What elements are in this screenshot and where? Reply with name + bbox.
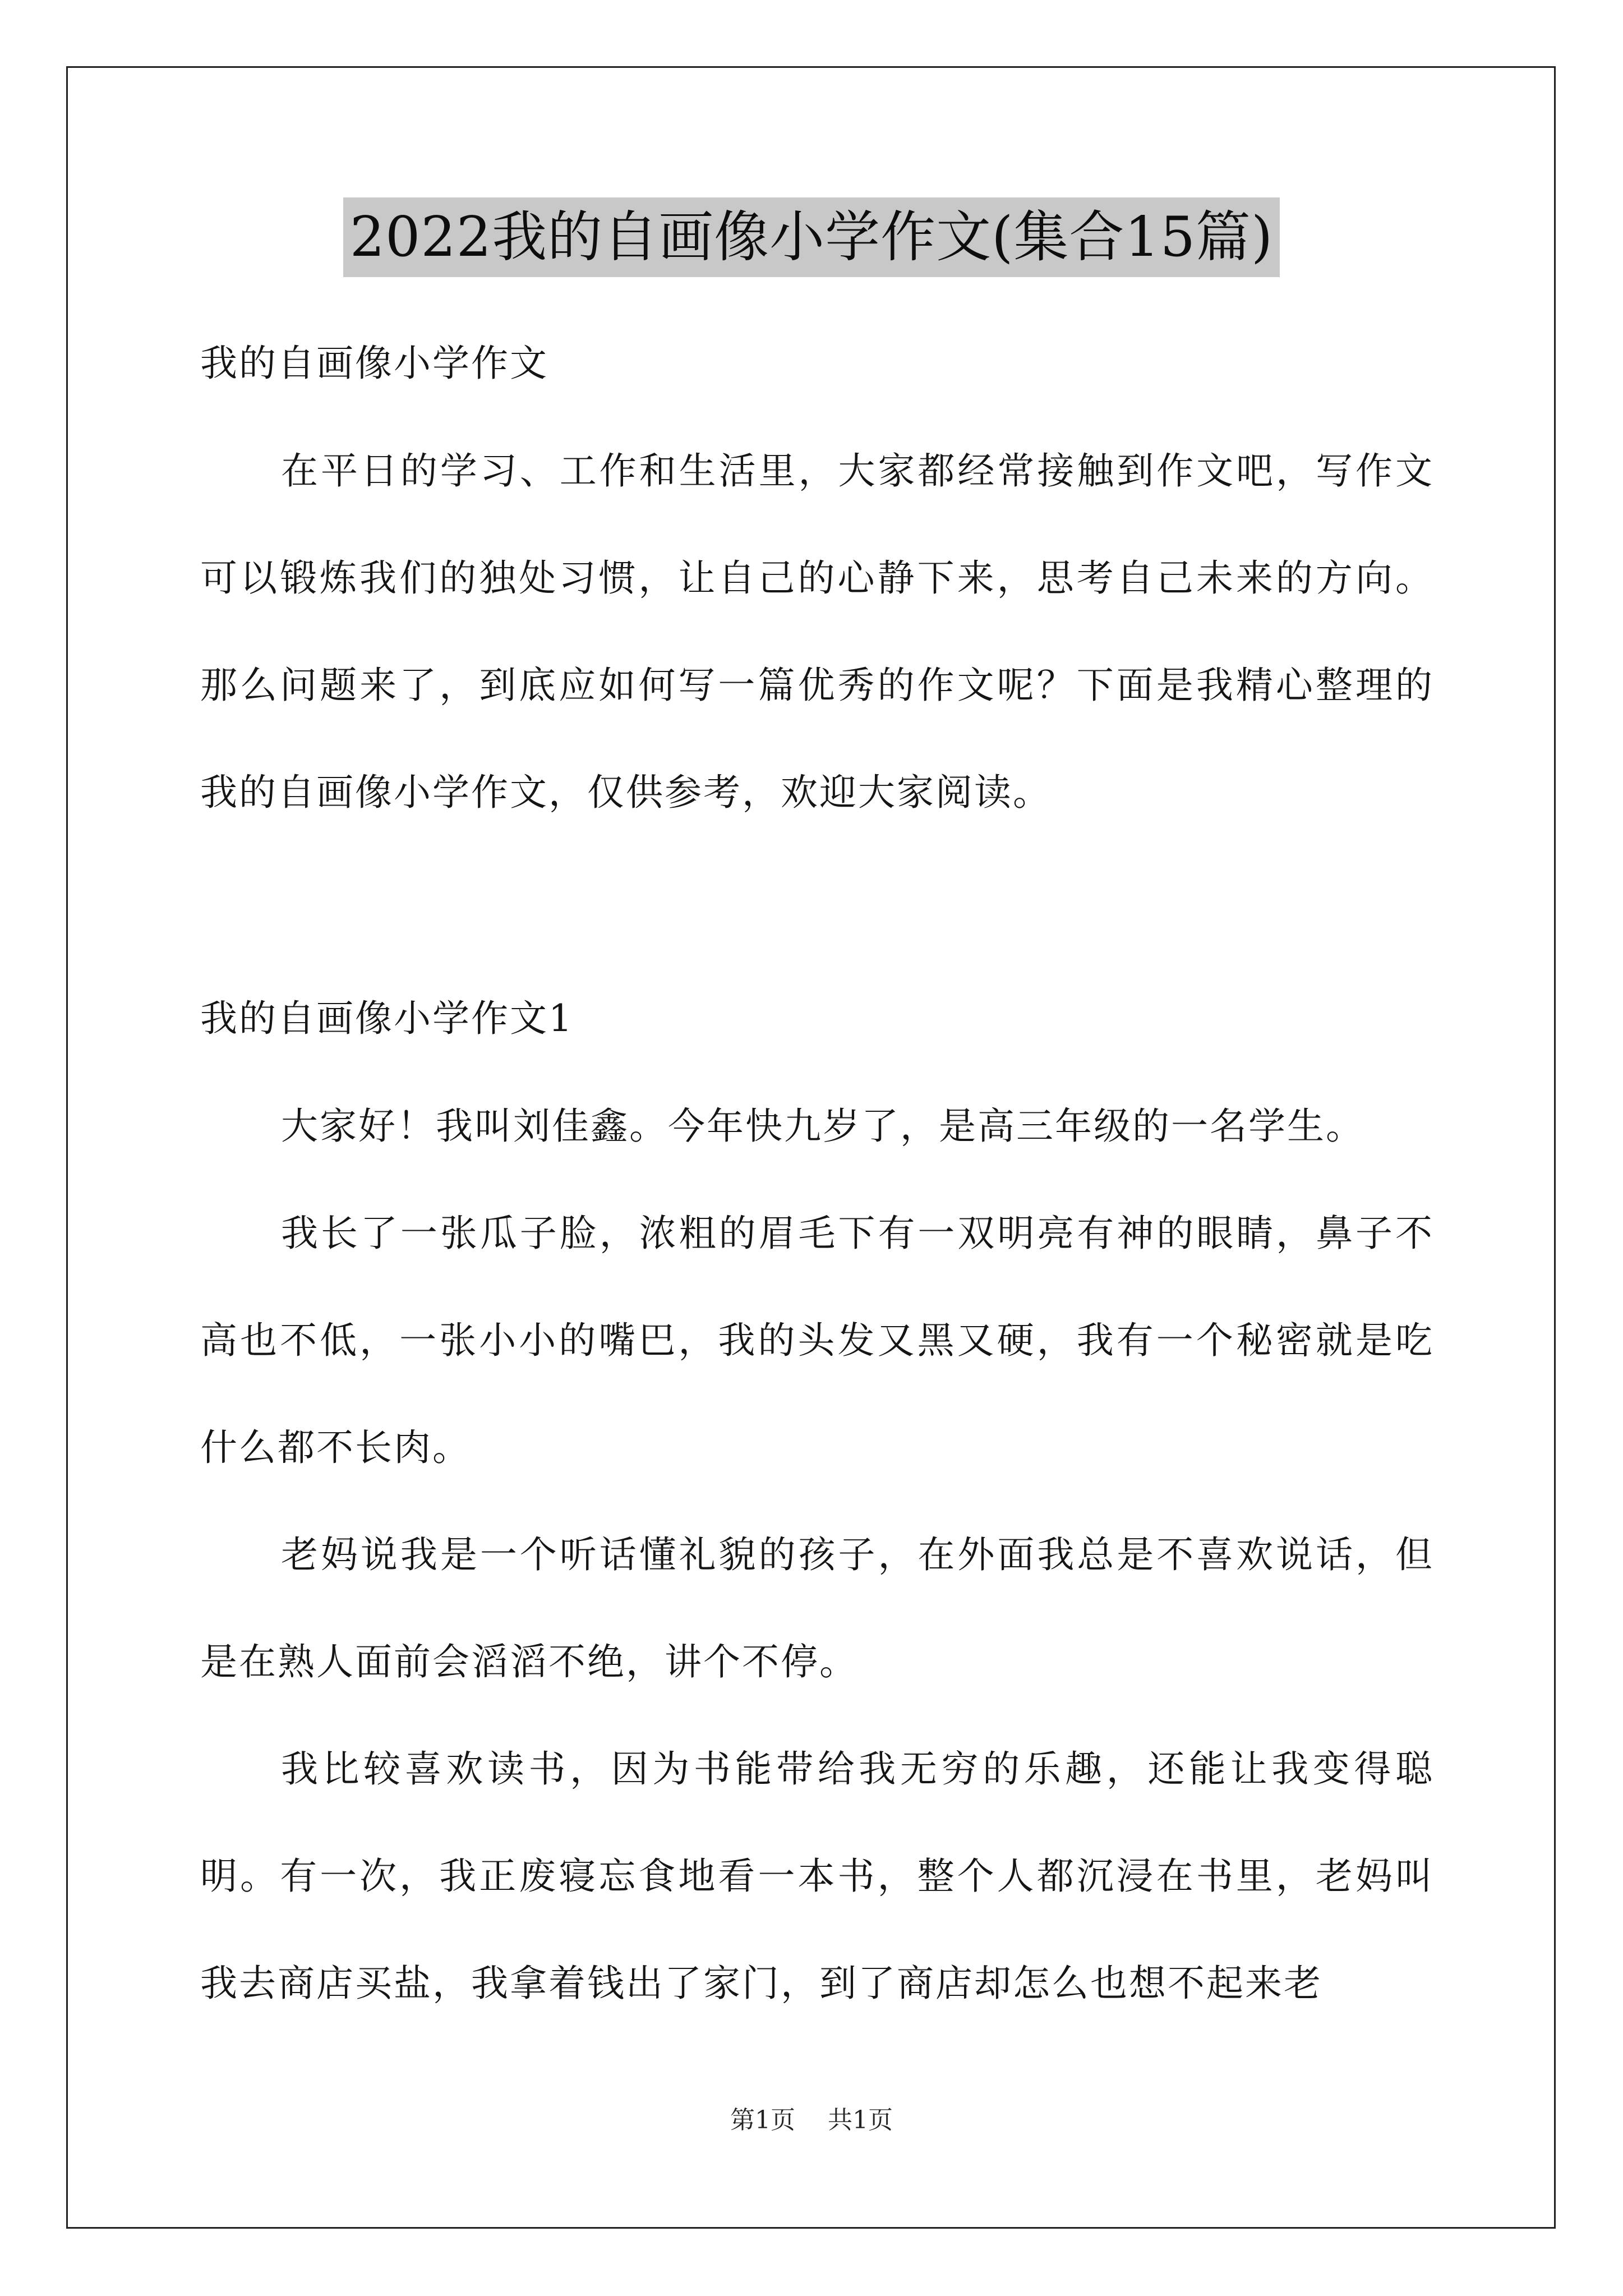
essay1-paragraph: 老妈说我是一个听话懂礼貌的孩子，在外面我总是不喜欢说话，但是在熟人面前会滔滔不绝，讲个不停。 — [200, 1533, 1434, 1683]
intro-paragraph: 在平日的学习、工作和生活里，大家都经常接触到作文吧，写作文可以锻炼我们的独处习惯，让自己的心静下来，思考自己未来的方向。那么问题来了，到底应如何写一篇优秀的作文呢？下面是我精心整理的我的自画像小学作文，仅供参考，欢迎大家阅读。 — [200, 449, 1434, 814]
essay1-heading-block — [200, 965, 1434, 1072]
essay1-body — [200, 1715, 1434, 2037]
essay1-heading: 我的自画像小学作文1 — [200, 997, 574, 1040]
section-heading-block — [200, 310, 1434, 417]
intro-block — [200, 417, 1434, 846]
essay1-body — [200, 1501, 1434, 1715]
essay1-paragraph: 我长了一张瓜子脸，浓粗的眉毛下有一双明亮有神的眼睛，鼻子不高也不低，一张小小的嘴巴，我的头发又黑又硬，我有一个秘密就是吃什么都不长肉。 — [200, 1212, 1434, 1469]
page-number-total: 共1页 — [828, 2106, 893, 2134]
document-title: 2022我的自画像小学作文(集合15篇) — [343, 197, 1280, 277]
page-number-current: 第1页 — [730, 2106, 795, 2134]
title-container — [0, 197, 1623, 277]
essay1-body — [200, 1073, 1434, 1180]
section-heading: 我的自画像小学作文 — [200, 342, 548, 385]
essay1-body — [200, 1180, 1434, 1501]
essay1-paragraph: 我比较喜欢读书，因为书能带给我无穷的乐趣，还能让我变得聪明。有一次，我正废寝忘食地看一本书，整个人都沉浸在书里，老妈叫我去商店买盐，我拿着钱出了家门，到了商店却怎么也想不起来老 — [200, 1747, 1434, 2005]
page-footer — [0, 2104, 1623, 2137]
essay1-paragraph: 大家好！我叫刘佳鑫。今年快九岁了，是高三年级的一名学生。 — [281, 1105, 1364, 1148]
